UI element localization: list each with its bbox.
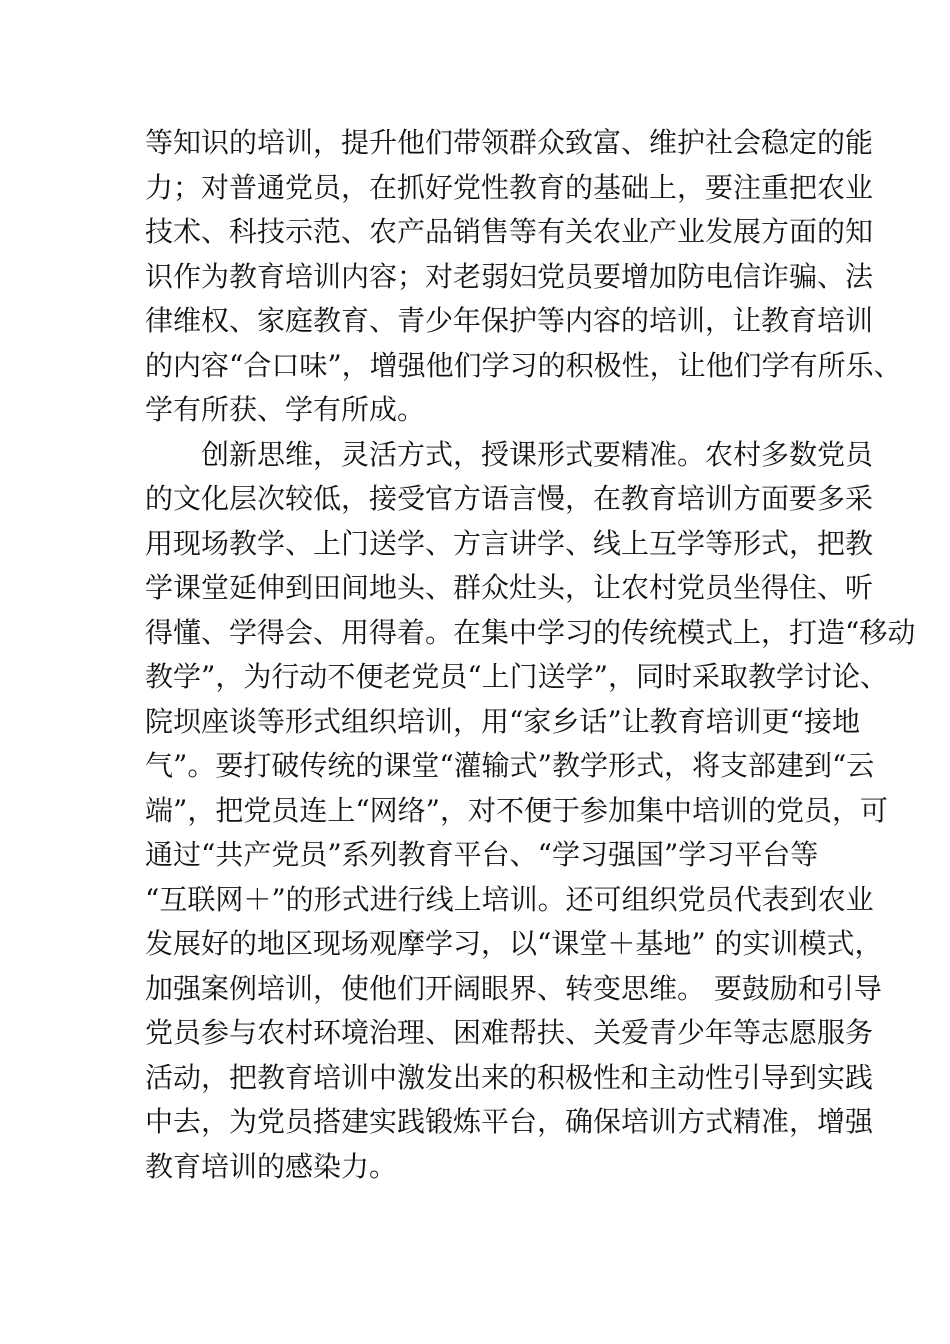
text-line: 学有所获、学有所成。: [145, 393, 426, 426]
text-line: 识作为教育培训内容；对老弱妇党员要增加防电信诈骗、法: [145, 259, 874, 293]
text-line: 通过“共产党员”系列教育平台、“学习强国”学习平台等: [145, 838, 819, 871]
text-line: 创新思维，灵活方式，授课形式要精准。农村多数党员: [201, 437, 874, 471]
text-line: 用现场教学、上门送学、方言讲学、线上互学等形式，把教: [145, 526, 874, 560]
paragraph-1: [145, 121, 902, 433]
text-line: 教学”，为行动不便老党员“上门送学”，同时采取教学讨论、: [145, 660, 888, 693]
text-line: 教育培训的感染力。: [145, 1149, 398, 1183]
text-line: 学课堂延伸到田间地头、群众灶头，让农村党员坐得住、听: [145, 571, 874, 604]
text-line: 加强案例培训，使他们开阔眼界、转变思维。 要鼓励和引导: [145, 971, 882, 1005]
text-line: 等知识的培训，提升他们带领群众致富、维护社会稳定的能: [145, 126, 874, 159]
text-line: 技术、科技示范、农产品销售等有关农业产业发展方面的知: [145, 215, 874, 248]
text-line: 院坝座谈等形式组织培训，用“家乡话”让教育培训更“接地: [145, 704, 860, 738]
text-line: 端”，把党员连上“网络”，对不便于参加集中培训的党员，可: [145, 793, 888, 827]
text-line: 的内容“合口味”，增强他们学习的积极性，让他们学有所乐、: [145, 348, 902, 382]
text-line: 力；对普通党员，在抓好党性教育的基础上，要注重把农业: [145, 170, 874, 204]
text-line: 气”。要打破传统的课堂“灌输式”教学形式，将支部建到“云: [145, 749, 875, 782]
text-line: 党员参与农村环境治理、困难帮扶、关爱青少年等志愿服务: [145, 1016, 874, 1049]
text-line: 活动，把教育培训中激发出来的积极性和主动性引导到实践: [145, 1060, 874, 1094]
paragraph-2: [145, 433, 916, 1190]
text-line: 律维权、家庭教育、青少年保护等内容的培训，让教育培训: [145, 304, 874, 337]
body-text: [145, 121, 916, 1189]
text-line: 中去，为党员搭建实践锻炼平台，确保培训方式精准，增强: [145, 1105, 874, 1138]
text-line: 得懂、学得会、用得着。在集中学习的传统模式上，打造“移动: [145, 615, 916, 649]
text-line: “互联网＋”的形式进行线上培训。还可组织党员代表到农业: [145, 882, 874, 916]
text-line: 发展好的地区现场观摩学习，以“课堂＋基地” 的实训模式，: [145, 927, 883, 960]
text-line: 的文化层次较低，接受官方语言慢，在教育培训方面要多采: [145, 482, 874, 515]
